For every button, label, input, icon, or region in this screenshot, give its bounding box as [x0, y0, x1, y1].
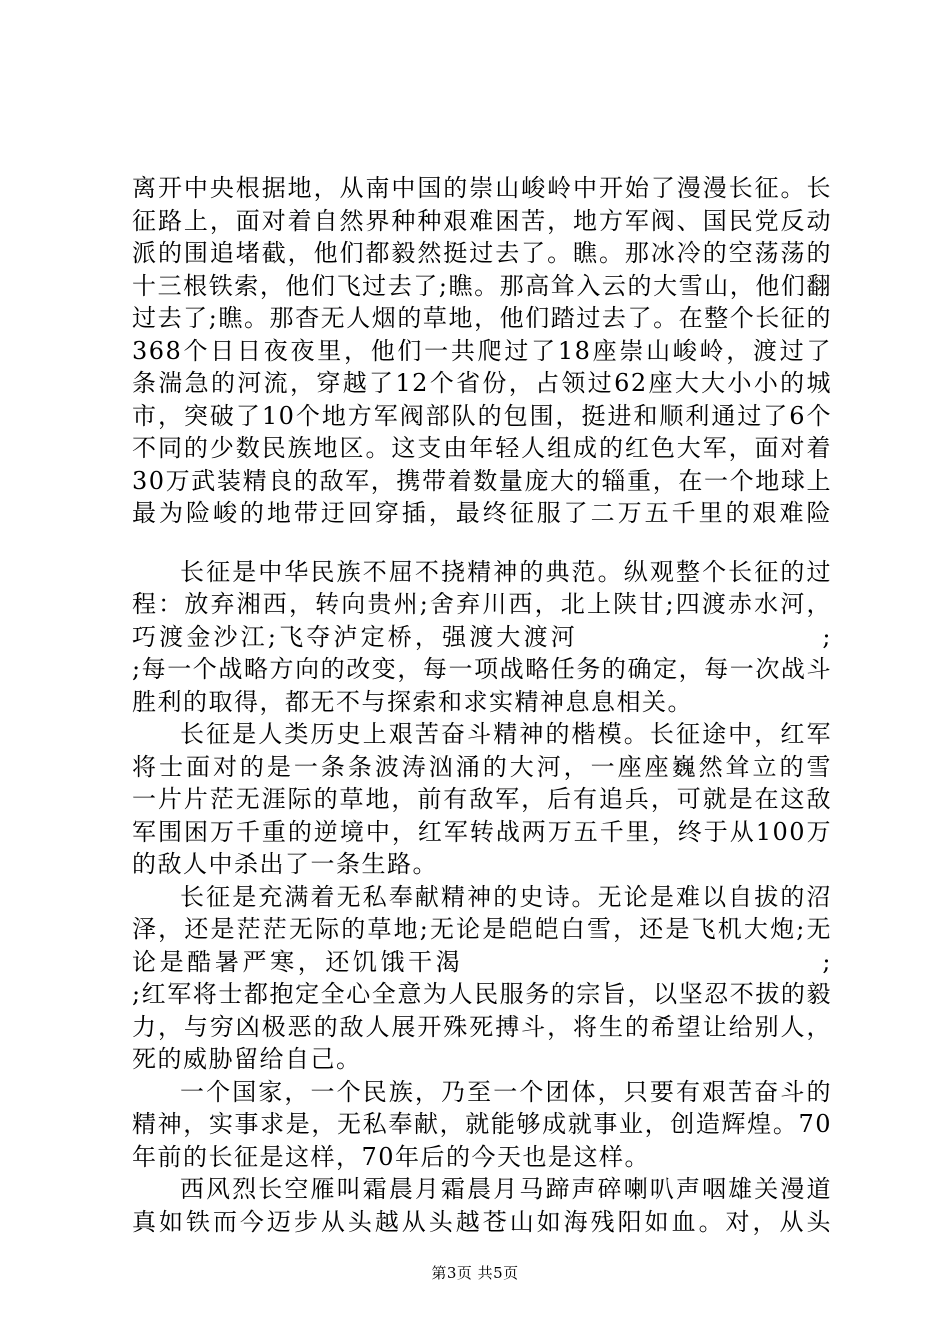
page-number-label: 第3页 共5页 — [431, 1264, 519, 1282]
text-line: 真如铁而今迈步从头越从头越苍山如海残阳如血。对，从头 — [132, 1207, 832, 1236]
text-line: 一片片茫无涯际的草地，前有敌军，后有追兵，可就是在这敌 — [132, 785, 832, 813]
text-line: 一个国家，一个民族，乃至一个团体，只要有艰苦奋斗的 — [180, 1077, 832, 1106]
text-line: 西风烈长空雁叫霜晨月霜晨月马蹄声碎喇叭声咽雄关漫道 — [180, 1175, 832, 1203]
paragraph-1 — [132, 172, 832, 530]
text-line: 泽，还是茫茫无际的草地;无论是皑皑白雪，还是飞机大炮;无 — [132, 915, 832, 943]
paragraph-6 — [132, 1173, 832, 1238]
text-line: 长征是人类历史上艰苦奋斗精神的楷模。长征途中，红军 — [180, 720, 832, 748]
text-line: 离开中央根据地，从南中国的崇山峻岭中开始了漫漫长征。长 — [132, 174, 832, 202]
paragraph-2 — [132, 556, 832, 719]
text-line: 长征是中华民族不屈不挠精神的典范。纵观整个长征的过 — [180, 557, 832, 586]
text-line: 年前的长征是这样，70年后的今天也是这样。 — [132, 1142, 651, 1171]
paragraph-5 — [132, 1076, 832, 1174]
text-line: 巧渡金沙江;飞夺泸定桥，强渡大渡河 ; — [132, 622, 832, 651]
paragraph-3 — [132, 718, 832, 881]
text-line: 最为险峻的地带迂回穿插，最终征服了二万五千里的艰难险 — [132, 499, 832, 527]
text-line: 十三根铁索，他们飞过去了;瞧。那高耸入云的大雪山，他们翻 — [132, 271, 832, 300]
text-line: 368个日日夜夜里，他们一共爬过了18座崇山峻岭，渡过了 — [132, 336, 832, 365]
text-line: ;每一个战略方向的改变，每一项战略任务的确定，每一次战斗 — [132, 655, 832, 683]
text-line: 力，与穷凶极恶的敌人展开殊死搏斗，将生的希望让给别人， — [132, 1012, 832, 1041]
text-line: 不同的少数民族地区。这支由年轻人组成的红色大军，面对着 — [132, 434, 832, 462]
text-line: 派的围追堵截，他们都毅然挺过去了。瞧。那冰冷的空荡荡的 — [132, 239, 832, 267]
page-footer — [0, 1262, 950, 1283]
text-line: 程：放弃湘西，转向贵州;舍弃川西，北上陕甘;四渡赤水河， — [132, 590, 832, 618]
text-line: 军围困万千重的逆境中，红军转战两万五千里，终于从100万 — [132, 817, 832, 846]
text-line: 精神，实事求是，无私奉献，就能够成就事业，创造辉煌。70 — [132, 1110, 832, 1138]
text-line: 30万武装精良的敌军，携带着数量庞大的辎重，在一个地球上 — [132, 466, 832, 495]
text-line: 条湍急的河流，穿越了12个省份，占领过62座大大小小的城 — [132, 369, 832, 397]
text-line: 长征是充满着无私奉献精神的史诗。无论是难以自拔的沼 — [180, 882, 832, 911]
text-line: 过去了;瞧。那杳无人烟的草地，他们踏过去了。在整个长征的 — [132, 304, 832, 332]
text-line: 征路上，面对着自然界种种艰难困苦，地方军阀、国民党反动 — [132, 206, 832, 235]
text-line: 胜利的取得，都无不与探索和求实精神息息相关。 — [132, 687, 693, 716]
paragraph-4 — [132, 881, 832, 1076]
paragraph-gap — [132, 530, 832, 556]
text-line: 市，突破了10个地方军阀部队的包围，挺进和顺利通过了6个 — [132, 401, 832, 430]
text-line: 论是酷暑严寒，还饥饿干渴 ; — [132, 947, 832, 976]
text-line: 将士面对的是一条条波涛汹涌的大河，一座座巍然耸立的雪 — [132, 752, 832, 781]
text-line: 死的威胁留给自己。 — [132, 1045, 362, 1073]
text-line: 的敌人中杀出了一条生路。 — [132, 850, 438, 878]
text-line: ;红军将士都抱定全心全意为人民服务的宗旨，以坚忍不拔的毅 — [132, 980, 832, 1008]
body-text — [132, 172, 832, 1238]
